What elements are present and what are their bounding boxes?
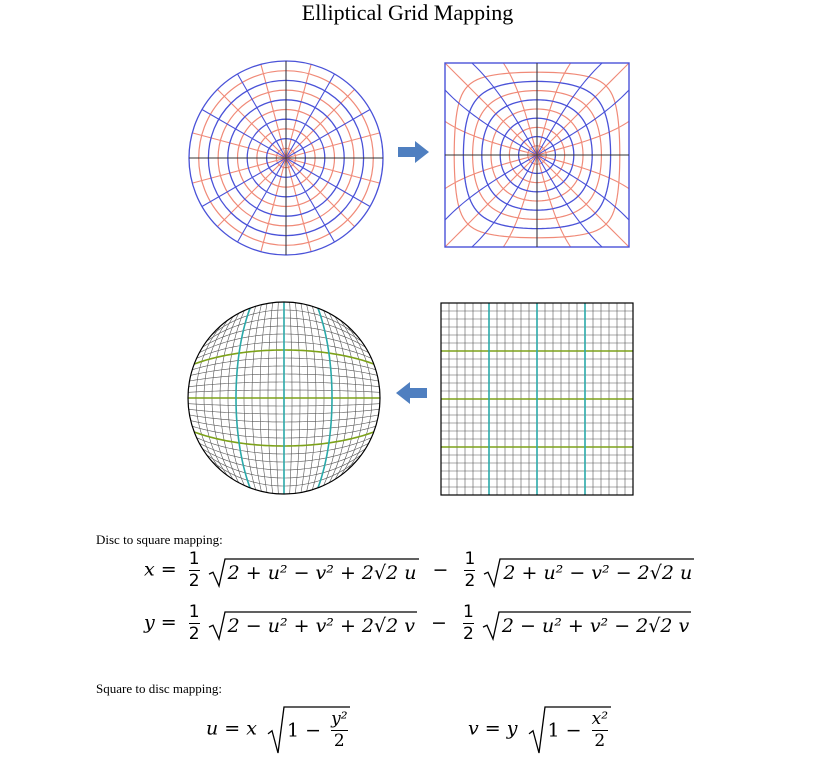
- mapped-spoke: [472, 63, 537, 155]
- radicand: 2 − u² + v² − 2√2 v: [501, 614, 690, 637]
- mapped-spoke: [472, 155, 537, 247]
- disc-polar-grid-figure: [186, 58, 386, 258]
- equation-x-half: [189, 550, 200, 591]
- one-minus: 1 −: [547, 719, 582, 742]
- mapped-spoke: [445, 155, 537, 247]
- frac-den: 2: [463, 624, 474, 644]
- mapped-spoke: [537, 155, 629, 220]
- equation-u: [206, 706, 348, 751]
- one-minus: 1 −: [287, 719, 322, 742]
- equation-x-radical-2: [483, 558, 692, 584]
- frac-num: 1: [464, 549, 476, 569]
- mapped-spoke: [537, 155, 602, 247]
- radical-sign: [267, 706, 348, 755]
- disc-mapped-rect-grid-figure: [186, 300, 382, 496]
- mapped-spoke: [537, 63, 629, 155]
- frac-den: 2: [464, 571, 476, 591]
- page-title: Elliptical Grid Mapping: [301, 0, 514, 25]
- frac-den: 2: [333, 731, 345, 751]
- disc-to-square-heading: Disc to square mapping:: [96, 532, 223, 547]
- mapped-spoke: [445, 63, 537, 155]
- equation-x-radical-1: [208, 558, 417, 584]
- frac-num: 1: [463, 602, 474, 622]
- right-arrow-icon: [398, 140, 430, 164]
- square-rect-grid-figure: [440, 302, 634, 496]
- equation-y: [144, 603, 689, 644]
- equation-x-lhs: x =: [144, 558, 177, 581]
- frac-den: 2: [188, 624, 200, 644]
- equation-y-lhs: y =: [144, 611, 177, 634]
- frac-num: 1: [188, 549, 200, 569]
- mapped-spoke: [445, 155, 537, 220]
- equation-v-radical: [528, 706, 609, 751]
- frac-num: y²: [331, 709, 348, 729]
- square-to-disc-heading: Square to disc mapping:: [96, 681, 223, 696]
- radicand: 2 − u² + v² + 2√2 v: [227, 614, 415, 637]
- radical-sign: [208, 611, 415, 641]
- radical-sign: [208, 558, 417, 588]
- equation-y-half-2: [463, 603, 474, 644]
- equation-x-minus: −: [432, 558, 449, 581]
- mapped-spoke: [445, 90, 537, 155]
- frac-den: 2: [188, 571, 200, 591]
- equation-v: [468, 706, 608, 751]
- equation-u-lhs: u = x: [206, 717, 257, 740]
- equation-y-radical-2: [482, 611, 689, 637]
- radicand: 2 + u² − v² + 2√2 u: [227, 561, 417, 584]
- equation-x-half-2: [464, 550, 475, 591]
- equation-y-minus: −: [431, 611, 447, 634]
- frac-num: x²: [591, 709, 609, 729]
- radical-sign: [483, 558, 692, 588]
- mapped-spoke: [537, 63, 602, 155]
- left-arrow-icon: [396, 381, 428, 405]
- frac-num: 1: [188, 602, 200, 622]
- equation-v-lhs: v = y: [468, 717, 518, 740]
- frac-den: 2: [594, 731, 606, 751]
- square-mapped-polar-grid-figure: [444, 62, 634, 248]
- equation-y-half: [189, 603, 200, 644]
- equation-y-radical-1: [208, 611, 415, 637]
- mapped-spoke: [537, 155, 629, 247]
- radical-sign: [528, 706, 609, 755]
- mapped-spoke: [537, 90, 629, 155]
- radical-sign: [482, 611, 689, 641]
- radicand: 2 + u² − v² − 2√2 u: [503, 561, 693, 584]
- equation-x: [144, 550, 692, 591]
- equation-u-radical: [267, 706, 348, 751]
